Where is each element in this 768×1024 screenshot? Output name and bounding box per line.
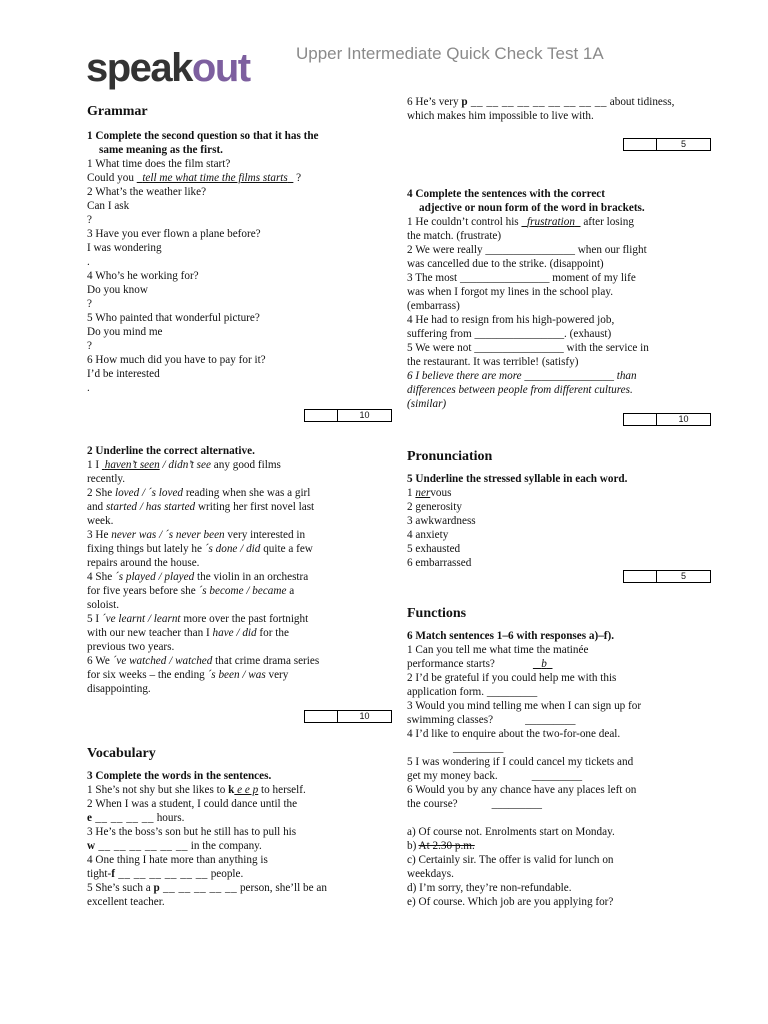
pronunciation-section bbox=[407, 448, 697, 570]
underline-line: previous two years. bbox=[87, 641, 175, 653]
func-response-a: a) Of course not. Enrolments start on Monday. bbox=[407, 826, 615, 838]
vocab-l6: 4 One thing I hate more than anything is bbox=[87, 854, 268, 866]
grammar-line: . bbox=[87, 382, 90, 394]
grammar-instruction: 1 Complete the second question so that it has the bbox=[87, 130, 319, 142]
grammar-line: Do you mind me bbox=[87, 326, 163, 338]
adjectives-instruction: 4 Complete the sentences with the correct bbox=[407, 188, 605, 200]
func-l12: the course? _________ bbox=[407, 798, 542, 810]
adj-line: differences between people from different cultures. bbox=[407, 384, 633, 396]
pronunciation-score-box: 5 bbox=[623, 570, 711, 583]
functions-heading: Functions bbox=[407, 606, 467, 621]
adj-line: 4 He had to resign from his high-powered job, bbox=[407, 314, 615, 326]
grammar-line: I was wondering bbox=[87, 242, 162, 254]
underline-section bbox=[87, 444, 367, 696]
grammar-line: ? bbox=[87, 298, 92, 310]
grammar-section bbox=[87, 103, 367, 395]
vocab-l9: excellent teacher. bbox=[87, 896, 165, 908]
func-l6: swimming classes? _________ bbox=[407, 714, 576, 726]
adj-l5: 3 The most ________________ moment of my life bbox=[407, 272, 636, 284]
func-l5: 3 Would you mind telling me when I can sign up for bbox=[407, 700, 642, 712]
pron-word: 3 awkwardness bbox=[407, 515, 476, 527]
grammar-example: Could you tell me what time the films starts ? bbox=[87, 172, 302, 184]
func-l4: application form. _________ bbox=[407, 686, 538, 698]
func-l3: 2 I’d be grateful if you could help me with this bbox=[407, 672, 617, 684]
underline-line: disappointing. bbox=[87, 683, 151, 695]
grammar-instruction-cont: same meaning as the first. bbox=[99, 144, 223, 156]
func-response-b: b) At 2.30 p.m. bbox=[407, 840, 475, 852]
underline-line: fixing things but lately he ´s done / did quite a few bbox=[87, 543, 313, 555]
adj-l12: 6 I believe there are more ________________ than bbox=[407, 370, 637, 382]
functions-instruction: 6 Match sentences 1–6 with responses a)–f). bbox=[407, 630, 615, 642]
vocab-l1: 1 She’s not shy but she likes to k e e p to herself. bbox=[87, 784, 306, 796]
grammar-q2: 2 What’s the weather like? bbox=[87, 186, 207, 198]
grammar-line: Can I ask bbox=[87, 200, 130, 212]
adj-l10: 5 We were not ________________ with the service in bbox=[407, 342, 649, 354]
adj-line: was when I forgot my lines in the school play. bbox=[407, 286, 614, 298]
underline-s3: 3 He never was / ´s never been very interested in bbox=[87, 529, 306, 541]
adjectives-instruction-cont: adjective or noun form of the word in brackets. bbox=[419, 202, 645, 214]
func-l1: 1 Can you tell me what time the matinée bbox=[407, 644, 589, 656]
func-response-d: d) I’m sorry, they’re non-refundable. bbox=[407, 882, 572, 894]
grammar-line: Do you know bbox=[87, 284, 148, 296]
underline-s6: 6 We ´ve watched / watched that crime drama series bbox=[87, 655, 320, 667]
adjectives-section bbox=[407, 187, 697, 411]
test-title: Upper Intermediate Quick Check Test 1A bbox=[296, 44, 604, 63]
underline-instruction: 2 Underline the correct alternative. bbox=[87, 445, 255, 457]
grammar-line: ? bbox=[87, 340, 92, 352]
func-l8: _________ bbox=[453, 742, 504, 754]
functions-section bbox=[407, 605, 697, 909]
vocabulary-score-box: 5 bbox=[623, 138, 711, 151]
underline-line: soloist. bbox=[87, 599, 120, 611]
grammar-q5: 5 Who painted that wonderful picture? bbox=[87, 312, 260, 324]
vocabulary-continued bbox=[407, 95, 697, 123]
grammar-line: ? bbox=[87, 214, 92, 226]
grammar-line: . bbox=[87, 256, 90, 268]
func-l9: 5 I was wondering if I could cancel my tickets and bbox=[407, 756, 634, 768]
underline-s5: 5 I ´ve learnt / learnt more over the past fortnight bbox=[87, 613, 309, 625]
underline-s4: 4 She ´s played / played the violin in an orchestra bbox=[87, 571, 309, 583]
grammar-q6: 6 How much did you have to pay for it? bbox=[87, 354, 266, 366]
adj-l1: 1 He couldn’t control his frustration after losing bbox=[407, 216, 634, 228]
underline-line: for six weeks – the ending ´s been / was very bbox=[87, 669, 289, 681]
vocab-l7: tight-f __ __ __ __ __ __ people. bbox=[87, 868, 244, 880]
vocab-l4: 3 He’s the boss’s son but he still has to pull his bbox=[87, 826, 297, 838]
underline-score-box: 10 bbox=[304, 710, 392, 723]
underline-line: with our new teacher than I have / did for the bbox=[87, 627, 289, 639]
func-response-c-cont: weekdays. bbox=[407, 868, 454, 880]
vocab-l3: e __ __ __ __ hours. bbox=[87, 812, 185, 824]
pronunciation-heading: Pronunciation bbox=[407, 449, 493, 464]
underline-s2: 2 She loved / ´s loved reading when she was a girl bbox=[87, 487, 311, 499]
speakout-logo: speakout bbox=[86, 46, 250, 90]
grammar-score-box: 10 bbox=[304, 409, 392, 422]
adj-line: (embarrass) bbox=[407, 300, 460, 312]
vocab-l5: w __ __ __ __ __ __ in the company. bbox=[87, 840, 262, 852]
grammar-line: I’d be interested bbox=[87, 368, 160, 380]
func-l2: performance starts? b bbox=[407, 658, 547, 670]
grammar-q3: 3 Have you ever flown a plane before? bbox=[87, 228, 261, 240]
adj-line: the match. (frustrate) bbox=[407, 230, 502, 242]
underline-line: week. bbox=[87, 515, 114, 527]
vocabulary-instruction: 3 Complete the words in the sentences. bbox=[87, 770, 272, 782]
vocabulary-section bbox=[87, 745, 377, 909]
adj-line: the restaurant. It was terrible! (satisfy) bbox=[407, 356, 579, 368]
underline-s1: 1 I haven’t seen / didn’t see any good films bbox=[87, 459, 281, 471]
pron-w1: 1 nervous bbox=[407, 487, 452, 499]
func-l7: 4 I’d like to enquire about the two-for-one deal. bbox=[407, 728, 621, 740]
vocab-l8: 5 She’s such a p __ __ __ __ __ person, she’ll be an bbox=[87, 882, 327, 894]
vocab-l11: which makes him impossible to live with. bbox=[407, 110, 594, 122]
adj-l9: suffering from ________________. (exhaust) bbox=[407, 328, 612, 340]
func-response-e: e) Of course. Which job are you applying for? bbox=[407, 896, 614, 908]
adj-l3: 2 We were really ________________ when our flight bbox=[407, 244, 647, 256]
grammar-q1: 1 What time does the film start? bbox=[87, 158, 231, 170]
pron-word: 4 anxiety bbox=[407, 529, 449, 541]
grammar-heading: Grammar bbox=[87, 104, 148, 119]
func-l11: 6 Would you by any chance have any places left on bbox=[407, 784, 637, 796]
grammar-example-answer: tell me what time the films starts bbox=[142, 172, 288, 184]
adj-line: was cancelled due to the strike. (disappoint) bbox=[407, 258, 604, 270]
grammar-q4: 4 Who’s he working for? bbox=[87, 270, 199, 282]
adj-line: (similar) bbox=[407, 398, 447, 410]
func-l10: get my money back. _________ bbox=[407, 770, 583, 782]
adjectives-score-box: 10 bbox=[623, 413, 711, 426]
vocab-l10: 6 He’s very p __ __ __ __ __ __ __ __ __ about tidiness, bbox=[407, 96, 675, 108]
pron-word: 6 embarrassed bbox=[407, 557, 472, 569]
underline-line: repairs around the house. bbox=[87, 557, 200, 569]
pron-word: 5 exhausted bbox=[407, 543, 461, 555]
underline-line: and started / has started writing her first novel last bbox=[87, 501, 315, 513]
vocab-l2: 2 When I was a student, I could dance until the bbox=[87, 798, 298, 810]
func-response-c: c) Certainly sir. The offer is valid for lunch on bbox=[407, 854, 614, 866]
vocabulary-heading: Vocabulary bbox=[87, 746, 156, 761]
underline-line: for five years before she ´s become / became a bbox=[87, 585, 295, 597]
pron-word: 2 generosity bbox=[407, 501, 462, 513]
pronunciation-instruction: 5 Underline the stressed syllable in each word. bbox=[407, 473, 628, 485]
underline-line: recently. bbox=[87, 473, 126, 485]
